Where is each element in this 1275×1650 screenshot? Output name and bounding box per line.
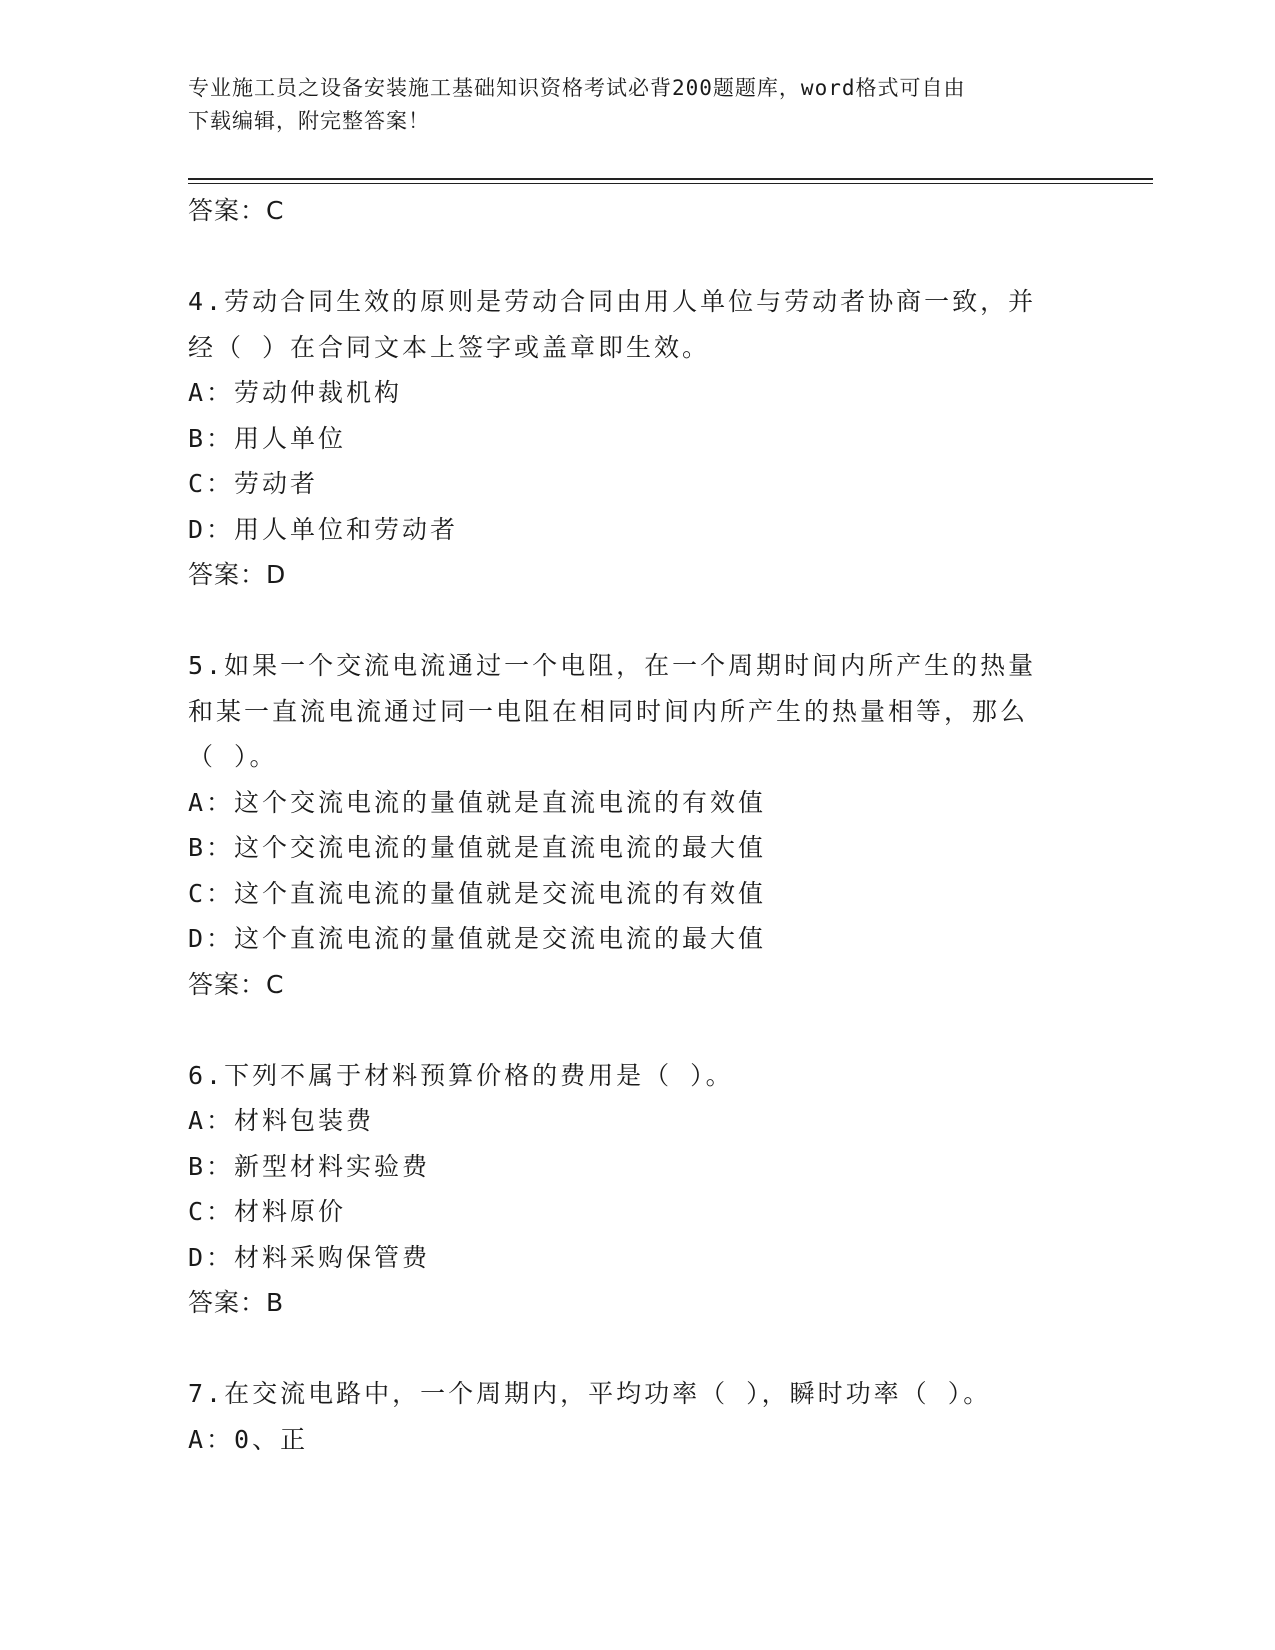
question-4-option-d: D：用人单位和劳动者: [188, 514, 459, 544]
question-7-stem-line-1: 7.在交流电路中，一个周期内，平均功率（ ），瞬时功率（ ）。: [188, 1379, 992, 1408]
question-6: [188, 1053, 1088, 1326]
question-7: [188, 1371, 1088, 1462]
document-header: [188, 72, 1068, 138]
question-5: [188, 643, 1088, 1007]
question-6-option-b: B：新型材料实验费: [188, 1151, 431, 1181]
question-4-stem-line-2: 经（ ）在合同文本上签字或盖章即生效。: [188, 332, 711, 362]
header-line-2: 下载编辑，附完整答案！: [188, 109, 430, 133]
question-list: [188, 188, 1088, 1462]
question-6-option-a: A：材料包装费: [188, 1106, 375, 1135]
question-5-stem-line-1: 5.如果一个交流电流通过一个电阻，在一个周期时间内所产生的热量: [188, 651, 1037, 680]
header-divider-thin: [188, 183, 1153, 184]
question-4-option-b: B：用人单位: [188, 423, 347, 453]
question-5-option-a: A：这个交流电流的量值就是直流电流的有效值: [188, 787, 767, 817]
question-6-option-d: D：材料采购保管费: [188, 1242, 431, 1272]
question-5-stem-line-3: （ ）。: [188, 742, 278, 771]
question-4-option-a: A：劳动仲裁机构: [188, 378, 403, 407]
spacer: [188, 598, 1088, 644]
question-5-option-b: B：这个交流电流的量值就是直流电流的最大值: [188, 833, 767, 862]
spacer: [188, 1007, 1088, 1053]
question-5-option-d: D：这个直流电流的量值就是交流电流的最大值: [188, 924, 767, 953]
question-6-stem-line-1: 6.下列不属于材料预算价格的费用是（ ）。: [188, 1060, 734, 1090]
question-6-option-c: C：材料原价: [188, 1197, 347, 1226]
question-5-option-c: C：这个直流电流的量值就是交流电流的有效值: [188, 878, 767, 908]
answer-q6: 答案：B: [188, 1288, 285, 1317]
question-7-option-a: A：0、正: [188, 1424, 309, 1454]
answer-q3: 答案：C: [188, 196, 285, 225]
spacer: [188, 1326, 1088, 1372]
answer-q5: 答案：C: [188, 969, 285, 999]
header-line-1: 专业施工员之设备安装施工基础知识资格考试必背200题题库，word格式可自由: [188, 76, 966, 100]
question-5-stem-line-2: 和某一直流电流通过同一电阻在相同时间内所产生的热量相等，那么: [188, 696, 1029, 726]
spacer: [188, 234, 1088, 280]
question-4-option-c: C：劳动者: [188, 469, 319, 498]
question-4: [188, 279, 1088, 598]
answer-q4: 答案：D: [188, 560, 287, 589]
question-4-stem-line-1: 4.劳动合同生效的原则是劳动合同由用人单位与劳动者协商一致，并: [188, 287, 1037, 316]
header-divider-thick: [188, 178, 1153, 180]
